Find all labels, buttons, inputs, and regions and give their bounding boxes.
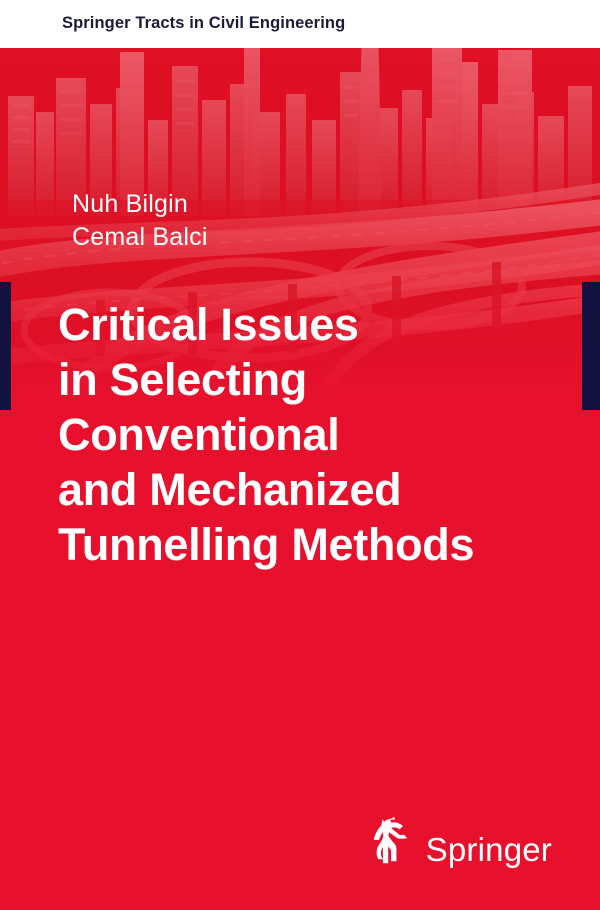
book-title: [58, 298, 568, 572]
spine-accent-right: [582, 282, 600, 410]
author-name: Nuh Bilgin: [72, 190, 188, 218]
author-list: [72, 188, 532, 254]
title-line: Critical Issues: [58, 299, 359, 350]
series-title: Springer Tracts in Civil Engineering: [62, 14, 346, 32]
publisher-name: Springer: [425, 831, 552, 868]
title-line: Conventional: [58, 408, 340, 460]
title-line: Tunnelling Methods: [58, 518, 475, 570]
springer-knight-icon: [370, 816, 414, 868]
spine-accent-left: [0, 282, 11, 410]
publisher-logo: [370, 816, 552, 868]
title-line: in Selecting: [58, 353, 307, 405]
author-name: Cemal Balci: [72, 223, 208, 251]
title-line: and Mechanized: [58, 463, 402, 515]
series-strip: [0, 0, 600, 48]
